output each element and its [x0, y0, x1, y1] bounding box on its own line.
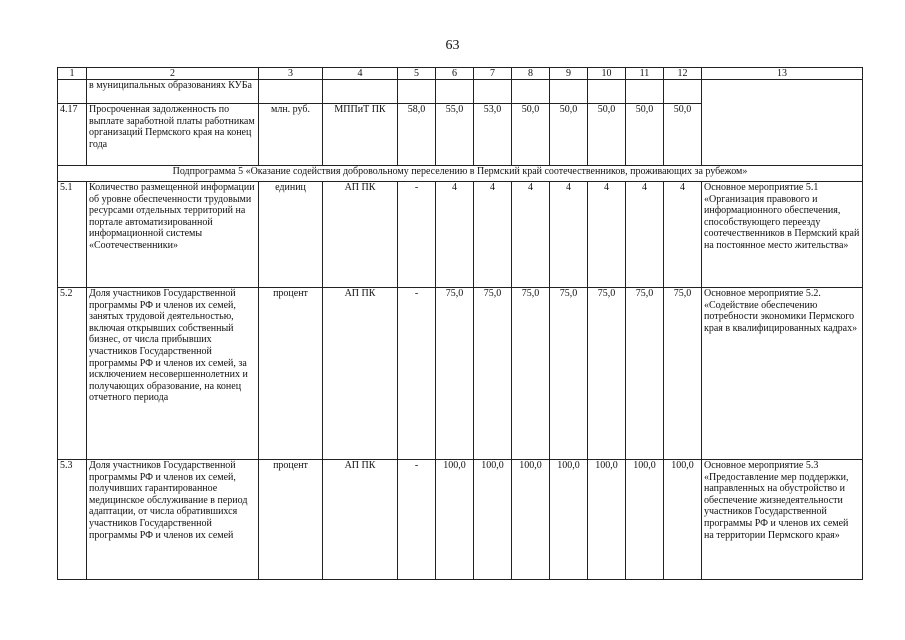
note-cell: Основное мероприятие 5.2. «Содействие обеспечению потребности экономики Пермского края в квалифицированных кадрах» [702, 288, 863, 460]
header-cell: 2 [87, 68, 259, 80]
value-cell: - [398, 460, 436, 580]
header-cell: 5 [398, 68, 436, 80]
note-cell: Основное мероприятие 5.3 «Предоставление мер поддержки, направленных на обустройство и обеспечение жизнедеятельности участников Государственной программы РФ и членов их семей на территории Пермского края» [702, 460, 863, 580]
value-cell: 100,0 [664, 460, 702, 580]
header-cell: 1 [58, 68, 87, 80]
value-cell: 100,0 [474, 460, 512, 580]
indicator-name: Доля участников Государственной программы РФ и членов их семей, получивших гарантированное медицинское обслуживание в период адаптации, от числа обратившихся участников Государственной программы РФ и членов их семей [87, 460, 259, 580]
value-cell: 50,0 [550, 104, 588, 166]
org-cell: АП ПК [323, 460, 398, 580]
page-number: 63 [445, 38, 460, 53]
value-cell: 75,0 [474, 288, 512, 460]
header-cell: 10 [588, 68, 626, 80]
row-number: 5.2 [58, 288, 87, 460]
header-row [58, 68, 863, 80]
indicators-table [57, 67, 863, 580]
value-cell: 50,0 [626, 104, 664, 166]
note-cell [702, 80, 863, 166]
value-cell: 53,0 [474, 104, 512, 166]
value-cell: 75,0 [664, 288, 702, 460]
value-cell: 100,0 [550, 460, 588, 580]
header-cell: 11 [626, 68, 664, 80]
value-cell: 50,0 [588, 104, 626, 166]
header-cell: 7 [474, 68, 512, 80]
header-cell: 3 [259, 68, 323, 80]
value-cell: 4 [512, 182, 550, 288]
table-row [58, 288, 863, 460]
value-cell: 75,0 [626, 288, 664, 460]
header-cell: 4 [323, 68, 398, 80]
value-cell: 4 [550, 182, 588, 288]
subprogram-row [58, 166, 863, 182]
header-cell: 12 [664, 68, 702, 80]
table-row [58, 80, 863, 104]
indicator-name: в муниципальных образованиях КУБа [87, 80, 259, 104]
value-cell: 75,0 [512, 288, 550, 460]
value-cell: 58,0 [398, 104, 436, 166]
indicator-name: Доля участников Государственной программы РФ и членов их семей, занятых трудовой деятельностью, включая открывших собственный бизнес, от числа прибывших участников Государственной программы РФ и членов их семей, за исключением несовершеннолетних и получающих образование, на конец отчетного периода [87, 288, 259, 460]
header-cell: 6 [436, 68, 474, 80]
subprogram-title: Подпрограмма 5 «Оказание содействия добровольному переселению в Пермский край соотечественников, проживающих за рубежом» [58, 166, 863, 182]
row-number: 4.17 [58, 104, 87, 166]
org-cell: АП ПК [323, 288, 398, 460]
value-cell: 4 [474, 182, 512, 288]
row-number: 5.3 [58, 460, 87, 580]
value-cell: 100,0 [626, 460, 664, 580]
value-cell: 4 [626, 182, 664, 288]
indicator-name: Просроченная задолженность по выплате заработной платы работникам организаций Пермского края на конец года [87, 104, 259, 166]
header-cell: 9 [550, 68, 588, 80]
table-row [58, 460, 863, 580]
row-number: 5.1 [58, 182, 87, 288]
value-cell: 50,0 [512, 104, 550, 166]
header-cell: 8 [512, 68, 550, 80]
value-cell: 75,0 [550, 288, 588, 460]
org-cell: АП ПК [323, 182, 398, 288]
indicator-name: Количество размещенной информации об уровне обеспеченности трудовыми ресурсами отдельных территорий на портале автоматизированной информационной системы «Соотечественники» [87, 182, 259, 288]
value-cell: - [398, 182, 436, 288]
org-cell: МППиТ ПК [323, 104, 398, 166]
unit-cell: процент [259, 288, 323, 460]
value-cell: 100,0 [512, 460, 550, 580]
unit-cell: единиц [259, 182, 323, 288]
value-cell: 100,0 [436, 460, 474, 580]
value-cell: 4 [664, 182, 702, 288]
value-cell: 100,0 [588, 460, 626, 580]
note-cell: Основное мероприятие 5.1 «Организация правового и информационного обеспечения, способствующего переезду соотечественников в Пермский край на постоянное место жительства» [702, 182, 863, 288]
unit-cell: млн. руб. [259, 104, 323, 166]
value-cell: 4 [436, 182, 474, 288]
table-row [58, 182, 863, 288]
value-cell: 75,0 [588, 288, 626, 460]
value-cell: - [398, 288, 436, 460]
value-cell: 4 [588, 182, 626, 288]
value-cell: 50,0 [664, 104, 702, 166]
header-cell: 13 [702, 68, 863, 80]
value-cell: 55,0 [436, 104, 474, 166]
unit-cell: процент [259, 460, 323, 580]
value-cell: 75,0 [436, 288, 474, 460]
